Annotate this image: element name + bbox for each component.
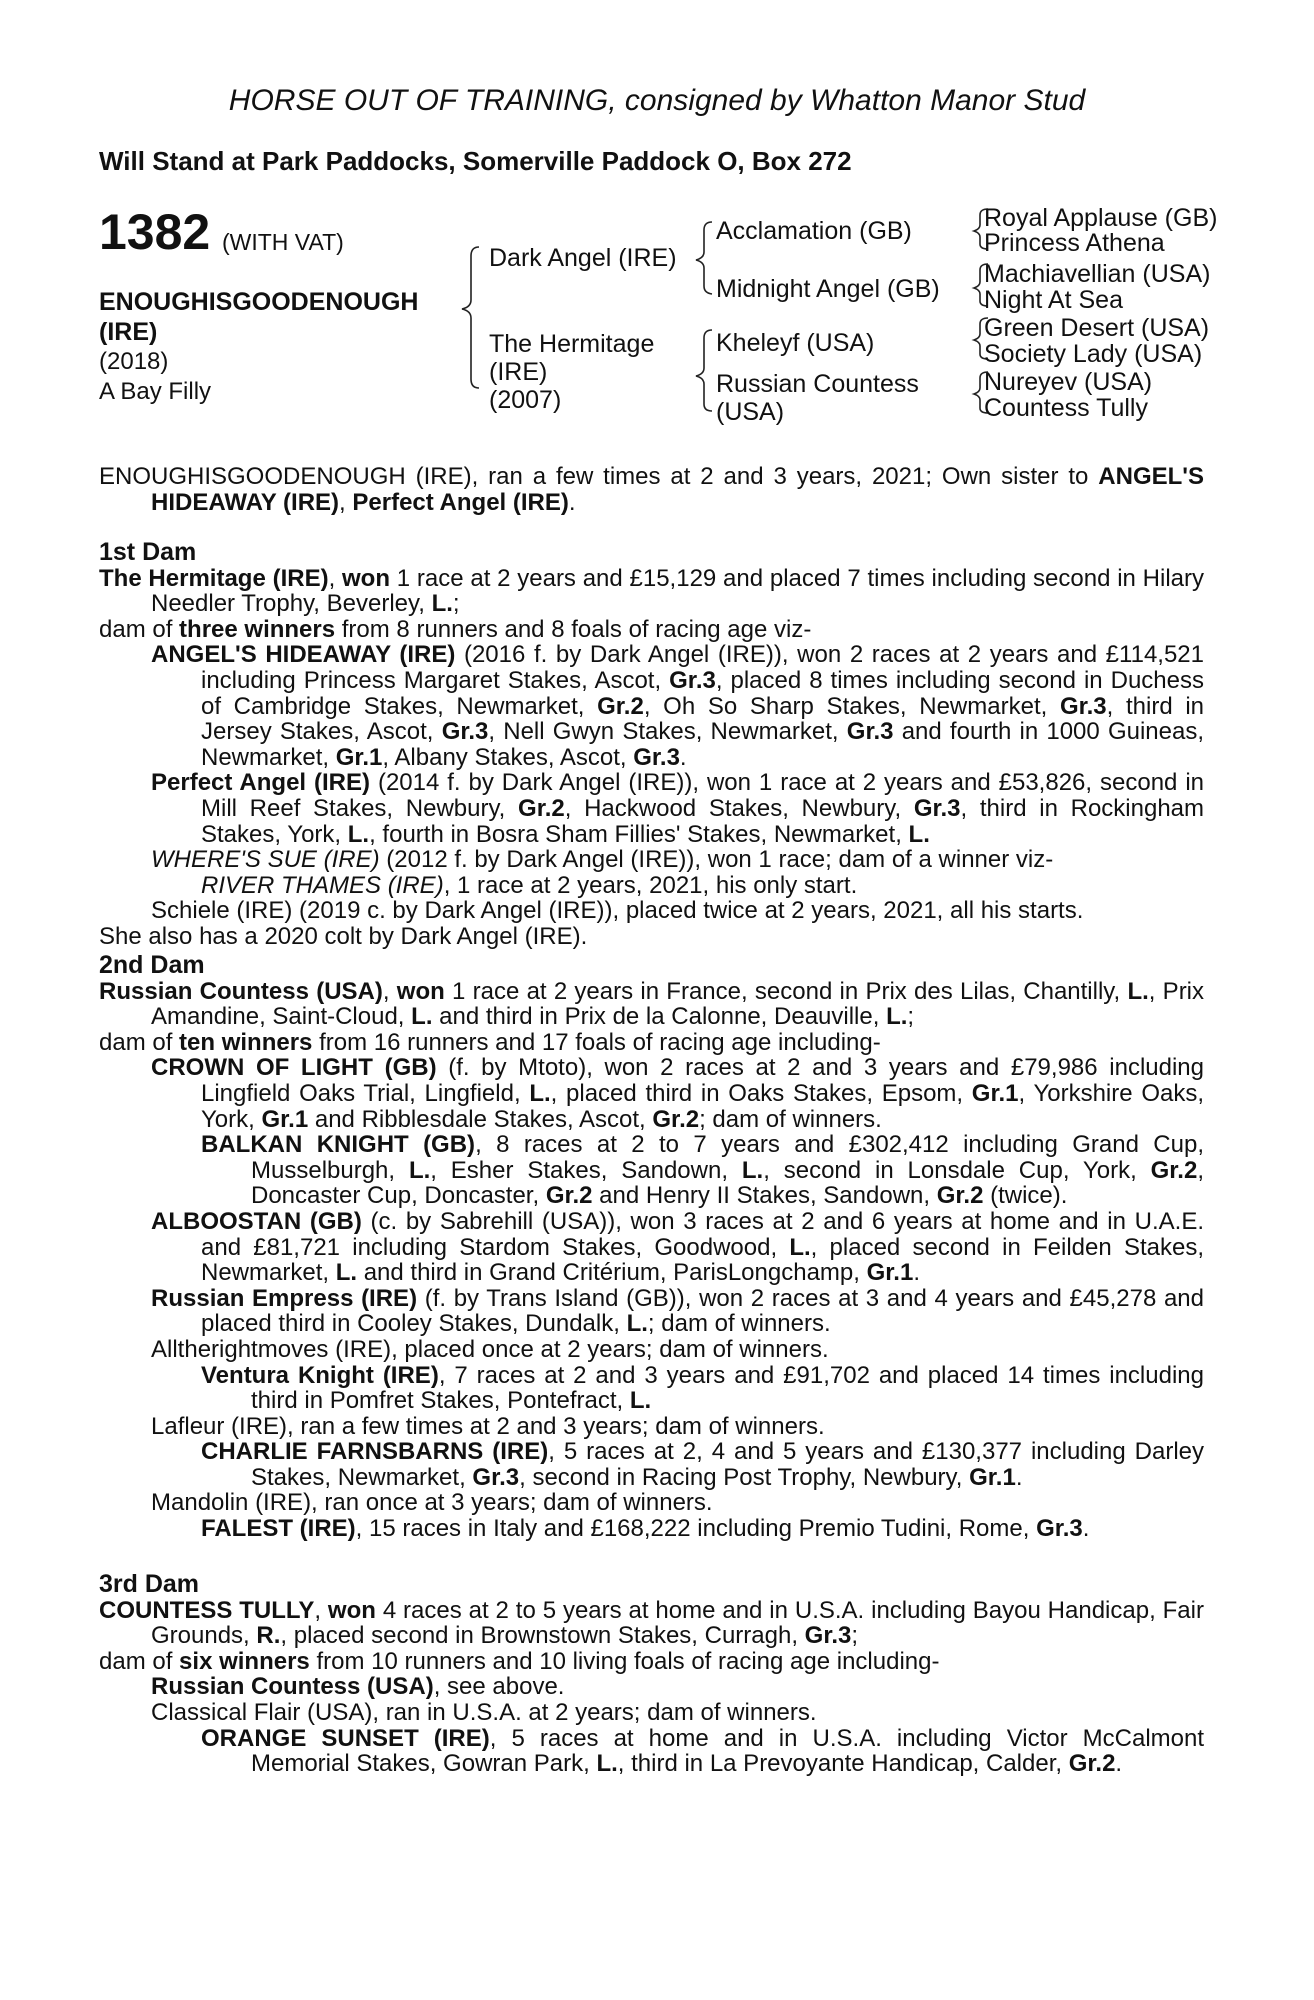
produce-russian-countess: Russian Countess (USA), see above. bbox=[151, 1673, 565, 1701]
produce-river-thames: RIVER THAMES (IRE), 1 race at 2 years, 2021, his only start. bbox=[201, 871, 858, 899]
first-dam-record: The Hermitage (IRE), won 1 race at 2 years and £15,129 and placed 7 times including second in Hilary Needler Trophy, Beverley, L.; bbox=[99, 564, 1204, 618]
produce-alboostan: ALBOOSTAN (GB) (c. by Sabrehill (USA)), won 3 races at 2 and 6 years at home and in U.A.E. and £81,721 including Stardom Stakes, Goodwood, L., placed second in Feilden Stakes, Newmarket, L. and third in Grand Critérium, ParisLongchamp, Gr.1. bbox=[151, 1207, 1204, 1287]
pedigree-dds: Nureyev (USA) bbox=[984, 368, 1153, 396]
second-dam-section bbox=[99, 953, 1204, 1542]
produce-mandolin: Mandolin (IRE), ran once at 3 years; dam of winners. bbox=[151, 1489, 713, 1517]
produce-falest: FALEST (IRE), 15 races in Italy and £168,222 including Premio Tudini, Rome, Gr.3. bbox=[201, 1515, 1090, 1543]
produce-schiele: Schiele (IRE) (2019 c. by Dark Angel (IRE)), placed twice at 2 years, 2021, all his starts. bbox=[151, 897, 1084, 925]
pedigree-dam-dam bbox=[716, 370, 919, 426]
first-dam-produce: dam of three winners from 8 runners and 8 foals of racing age viz- bbox=[99, 615, 812, 643]
intro-section bbox=[99, 464, 1204, 515]
pedigree-sds: Machiavellian (USA) bbox=[984, 260, 1211, 288]
pedigree-dss: Green Desert (USA) bbox=[984, 314, 1210, 342]
pedigree-dam bbox=[489, 330, 654, 414]
produce-angels-hideaway: ANGEL'S HIDEAWAY (IRE) (2016 f. by Dark Angel (IRE)), won 2 races at 2 years and £114,521 including Princess Margaret Stakes, Ascot, Gr.3, placed 8 times including second in Duchess of Cambridge Stakes, Newmarket, Gr.2, Oh So Sharp Stakes, Newmarket, Gr.3, third in Jersey Stakes, Ascot, Gr.3, Nell Gwyn Stakes, Newmarket, Gr.3 and fourth in 1000 Guineas, Newmarket, Gr.1, Albany Stakes, Ascot, Gr.3. bbox=[151, 641, 1205, 771]
pedigree-dam-year: (2007) bbox=[489, 386, 562, 414]
pedigree-sire-dam: Midnight Angel (GB) bbox=[716, 275, 940, 303]
produce-ventura-knight: Ventura Knight (IRE), 7 races at 2 and 3 years and £91,702 and placed 14 times including third in Pomfret Stakes, Pontefract, L. bbox=[201, 1361, 1204, 1415]
produce-crown-of-light: CROWN OF LIGHT (GB) (f. by Mtoto), won 2 races at 2 and 3 years and £79,986 including Lingfield Oaks Trial, Lingfield, L., placed third in Oaks Stakes, Epsom, Gr.1, Yorkshire Oaks, York, Gr.1 and Ribblesdale Stakes, Ascot, Gr.2; dam of winners. bbox=[151, 1054, 1204, 1133]
horse-name: ENOUGHISGOODENOUGH bbox=[99, 288, 419, 316]
produce-2020-colt: She also has a 2020 colt by Dark Angel (IRE). bbox=[99, 922, 588, 950]
pedigree-dam-dam-country: (USA) bbox=[716, 398, 785, 426]
pedigree-dam-sire: Kheleyf (USA) bbox=[716, 329, 875, 357]
page-header: HORSE OUT OF TRAINING, consigned by Whatton Manor Stud bbox=[228, 84, 1086, 117]
third-dam-section bbox=[99, 1572, 1204, 1777]
pedigree-ddd: Countess Tully bbox=[984, 394, 1148, 422]
produce-russian-empress: Russian Empress (IRE) (f. by Trans Island (GB)), won 2 races at 3 and 4 years and £45,278 and placed third in Cooley Stakes, Dundalk, L.; dam of winners. bbox=[151, 1284, 1204, 1338]
horse-year: (2018) bbox=[99, 348, 169, 375]
produce-alltherightmoves: Alltherightmoves (IRE), placed once at 2 years; dam of winners. bbox=[151, 1335, 829, 1363]
pedigree-dam-dam-name: Russian Countess bbox=[716, 370, 919, 398]
third-dam-record: COUNTESS TULLY, won 4 races at 2 to 5 years at home and in U.S.A. including Bayou Handicap, Fair Grounds, R., placed second in Brownstown Stakes, Curragh, Gr.3; bbox=[99, 1596, 1204, 1650]
produce-perfect-angel: Perfect Angel (IRE) (2014 f. by Dark Angel (IRE)), won 1 race at 2 years and £53,826, second in Mill Reef Stakes, Newbury, Gr.2, Hackwood Stakes, Newbury, Gr.3, third in Rockingham Stakes, York, L., fourth in Bosra Sham Fillies' Stakes, Newmarket, L. bbox=[151, 769, 1205, 848]
first-dam-section bbox=[99, 540, 1204, 950]
first-dam-heading: 1st Dam bbox=[99, 538, 197, 566]
produce-wheres-sue: WHERE'S SUE (IRE) (2012 f. by Dark Angel (IRE)), won 1 race; dam of a winner viz- bbox=[151, 846, 1054, 874]
vat-label: (WITH VAT) bbox=[222, 229, 344, 255]
second-dam-produce: dam of ten winners from 16 runners and 17 foals of racing age including- bbox=[99, 1028, 881, 1056]
pedigree-dam-country: (IRE) bbox=[489, 358, 548, 386]
pedigree-dam-name: The Hermitage bbox=[489, 330, 655, 358]
pedigree-sire-sire: Acclamation (GB) bbox=[716, 217, 912, 245]
produce-lafleur: Lafleur (IRE), ran a few times at 2 and 3 years; dam of winners. bbox=[151, 1412, 825, 1440]
horse-description: A Bay Filly bbox=[99, 378, 212, 405]
pedigree-sdd: Night At Sea bbox=[984, 286, 1123, 314]
produce-charlie-farnsbarns: CHARLIE FARNSBARNS (IRE), 5 races at 2, 4 and 5 years and £130,377 including Darley Stakes, Newmarket, Gr.3, second in Racing Post Trophy, Newbury, Gr.1. bbox=[201, 1438, 1205, 1491]
pedigree-sire: Dark Angel (IRE) bbox=[489, 244, 677, 272]
pedigree-sss: Royal Applause (GB) bbox=[984, 204, 1218, 232]
intro-paragraph: ENOUGHISGOODENOUGH (IRE), ran a few times at 2 and 3 years, 2021; Own sister to ANGEL'S HIDEAWAY (IRE), Perfect Angel (IRE). bbox=[99, 463, 1204, 516]
horse-country: (IRE) bbox=[99, 318, 158, 346]
stand-location: Will Stand at Park Paddocks, Somerville Paddock O, Box 272 bbox=[99, 146, 852, 176]
second-dam-heading: 2nd Dam bbox=[99, 951, 205, 979]
produce-balkan-knight: BALKAN KNIGHT (GB), 8 races at 2 to 7 years and £302,412 including Grand Cup, Musselburgh, L., Esher Stakes, Sandown, L., second in Lonsdale Cup, York, Gr.2, Doncaster Cup, Doncaster, Gr.2 and Henry II Stakes, Sandown, Gr.2 (twice). bbox=[201, 1131, 1204, 1210]
produce-classical-flair: Classical Flair (USA), ran in U.S.A. at 2 years; dam of winners. bbox=[151, 1698, 817, 1726]
third-dam-heading: 3rd Dam bbox=[99, 1570, 200, 1598]
lot-number: 1382 bbox=[99, 204, 211, 260]
pedigree-dsd: Society Lady (USA) bbox=[984, 340, 1203, 368]
third-dam-produce: dam of six winners from 10 runners and 10 living foals of racing age including- bbox=[99, 1647, 940, 1675]
pedigree-ssd: Princess Athena bbox=[984, 229, 1165, 257]
second-dam-record: Russian Countess (USA), won 1 race at 2 years in France, second in Prix des Lilas, Chantilly, L., Prix Amandine, Saint-Cloud, L. and third in Prix de la Calonne, Deauville, L.; bbox=[99, 977, 1205, 1031]
produce-orange-sunset: ORANGE SUNSET (IRE), 5 races at home and in U.S.A. including Victor McCalmont Memorial Stakes, Gowran Park, L., third in La Prevoyante Handicap, Calder, Gr.2. bbox=[201, 1724, 1205, 1778]
